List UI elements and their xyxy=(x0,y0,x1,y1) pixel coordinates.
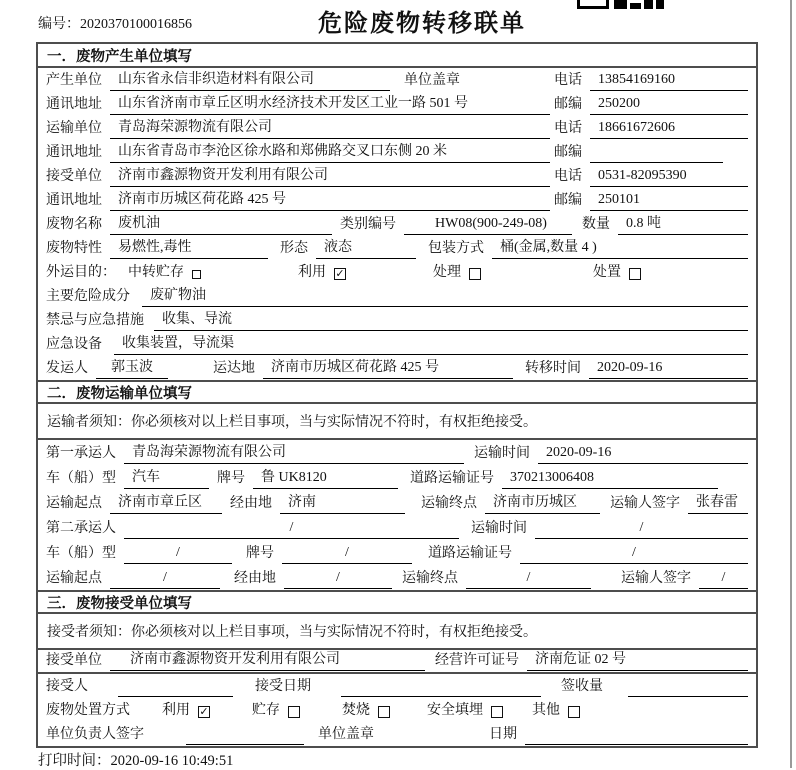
field-row-purpose xyxy=(38,260,756,284)
vehicle2-value: / xyxy=(124,545,232,564)
section3-notice: 接受者须知：你必须核对以上栏目事项，当与实际情况不符时，有权拒绝接受。 xyxy=(38,614,756,650)
field-row-vehicle2 xyxy=(38,540,756,565)
document-header xyxy=(0,0,796,42)
taboo-label: 禁忌与应急措施 xyxy=(46,313,144,328)
receiver-label: 接受人 xyxy=(46,679,88,694)
via-label: 经由地 xyxy=(230,496,272,511)
packing-value: 桶(金属,数量 4 ) xyxy=(492,236,748,259)
checkbox-treat xyxy=(469,268,481,280)
dest1-value: 济南市历城区 xyxy=(485,491,600,514)
sign2-value: / xyxy=(699,570,748,589)
produce-address-value: 山东省济南市章丘区明水经济技术开发区工业一路 501 号 xyxy=(110,92,550,115)
field-row-equipment xyxy=(38,332,756,356)
field-row-receiver xyxy=(38,674,756,698)
produce-zip-value: 250200 xyxy=(590,96,748,115)
transport-phone-value: 18661672606 xyxy=(590,120,748,139)
field-row-consignor xyxy=(38,356,756,380)
section2-notice: 运输者须知：你必须核对以上栏目事项，当与实际情况不符时，有权拒绝接受。 xyxy=(38,404,756,440)
transport-address-value: 山东省青岛市李沧区徐水路和郑佛路交叉口东侧 20 米 xyxy=(110,140,550,163)
origin2-value: / xyxy=(110,570,220,589)
category-value: HW08(900-249-08) xyxy=(404,216,572,235)
field-row-produce-address xyxy=(38,92,756,116)
date-label: 日期 xyxy=(489,727,517,742)
field-row-carrier1 xyxy=(38,440,756,465)
purpose-option-label: 处置 xyxy=(593,265,621,280)
via-label: 经由地 xyxy=(234,571,276,586)
disposal-option-label: 其他 xyxy=(532,703,560,718)
hazard-label: 主要危险成分 xyxy=(46,289,130,304)
qr-code-icon xyxy=(577,0,667,10)
checkbox-utilize xyxy=(334,268,346,280)
form-label: 形态 xyxy=(280,241,308,256)
field-row-waste-character xyxy=(38,236,756,260)
page-edge-divider xyxy=(790,0,792,768)
waste-name-label: 废物名称 xyxy=(46,217,102,232)
equipment-label: 应急设备 xyxy=(46,337,102,352)
transport-time2-value: / xyxy=(535,520,748,539)
field-row-receive-address xyxy=(38,188,756,212)
packing-label: 包装方式 xyxy=(428,241,484,256)
checkbox-mark: ✓ xyxy=(199,705,209,718)
dest-label: 运输终点 xyxy=(402,571,458,586)
field-row-transport-address xyxy=(38,140,756,164)
checkbox-utilize xyxy=(198,706,210,718)
origin1-value: 济南市章丘区 xyxy=(110,491,222,514)
via1-value: 济南 xyxy=(280,491,405,514)
date2-value xyxy=(525,742,748,745)
license-value: 济南危证 02 号 xyxy=(527,648,748,671)
form-value: 液态 xyxy=(316,236,416,259)
print-time-line xyxy=(38,749,233,770)
field-row-route2 xyxy=(38,565,756,590)
equipment-value: 收集装置，导流渠 xyxy=(114,332,748,355)
checkbox-other xyxy=(568,706,580,718)
character-label: 废物特性 xyxy=(46,241,102,256)
zip-label: 邮编 xyxy=(554,97,582,112)
phone-label: 电话 xyxy=(554,169,582,184)
plate2-value: / xyxy=(282,545,412,564)
receive-address-value: 济南市历城区荷花路 425 号 xyxy=(110,188,550,211)
purpose-label: 外运目的： xyxy=(46,265,116,280)
checkbox-landfill xyxy=(491,706,503,718)
purpose-option-label: 利用 xyxy=(298,265,326,280)
unit-seal-label: 单位盖章 xyxy=(404,73,460,88)
sign-label: 运输人签字 xyxy=(621,571,691,586)
receive-date-value xyxy=(341,694,541,697)
checkbox-dispose xyxy=(629,268,641,280)
amount-label: 签收量 xyxy=(561,679,603,694)
qty-label: 数量 xyxy=(582,217,610,232)
zip-label: 邮编 xyxy=(554,145,582,160)
character-value: 易燃性,毒性 xyxy=(110,236,268,259)
qty-value: 0.8 吨 xyxy=(618,212,748,235)
transfer-time-value: 2020-09-16 xyxy=(589,360,748,379)
produce-unit-label: 产生单位 xyxy=(46,73,102,88)
disposal-option-label: 安全填埋 xyxy=(427,703,483,718)
field-row-receive-unit-confirm xyxy=(38,650,756,674)
produce-unit-value: 山东省永信非织造材料有限公司 xyxy=(110,68,390,91)
consignor-label: 发运人 xyxy=(46,361,88,376)
disposal-option-label: 利用 xyxy=(162,703,190,718)
receive-unit-label: 接受单位 xyxy=(46,169,102,184)
purpose-option-label: 中转贮存 xyxy=(128,265,184,280)
field-row-main-hazard xyxy=(38,284,756,308)
plate1-value: 鲁 UK8120 xyxy=(253,466,398,489)
permit-label: 道路运输证号 xyxy=(410,471,494,486)
phone-label: 电话 xyxy=(554,121,582,136)
checkbox-mark: ✓ xyxy=(335,267,345,280)
field-row-transport-unit xyxy=(38,116,756,140)
permit-label: 道路运输证号 xyxy=(428,546,512,561)
waste-name-value: 废机油 xyxy=(110,212,332,235)
transfer-time-label: 转移时间 xyxy=(525,361,581,376)
dest2-value: / xyxy=(466,570,591,589)
carrier1-label: 第一承运人 xyxy=(46,446,116,461)
field-row-principal xyxy=(38,722,756,746)
carrier1-value: 青岛海荣源物流有限公司 xyxy=(124,441,464,464)
transport-time-label: 运输时间 xyxy=(474,446,530,461)
checkbox-transfer-storage xyxy=(192,270,201,279)
sign1-value: 张春雷 xyxy=(688,491,748,514)
receive-unit-label: 接受单位 xyxy=(46,653,102,668)
vehicle-label: 车（船）型 xyxy=(46,546,116,561)
receiver-value xyxy=(118,694,233,697)
disposal-label: 废物处置方式 xyxy=(46,703,130,718)
plate-label: 牌号 xyxy=(246,546,274,561)
serial-label: 编号： xyxy=(38,17,80,32)
field-row-vehicle1 xyxy=(38,465,756,490)
section2-header: 二．废物运输单位填写 xyxy=(38,380,756,404)
produce-phone-value: 13854169160 xyxy=(590,72,748,91)
transport-time1-value: 2020-09-16 xyxy=(538,445,748,464)
permit2-value: / xyxy=(520,545,748,564)
receive-unit-value: 济南市鑫源物资开发利用有限公司 xyxy=(110,164,550,187)
transport-zip-value xyxy=(590,160,723,163)
transport-unit-label: 运输单位 xyxy=(46,121,102,136)
address-label: 通讯地址 xyxy=(46,145,102,160)
print-time-value: 2020-09-16 10:49:51 xyxy=(110,753,234,769)
field-row-carrier2 xyxy=(38,515,756,540)
vehicle-label: 车（船）型 xyxy=(46,471,116,486)
field-row-produce-unit xyxy=(38,68,756,92)
address-label: 通讯地址 xyxy=(46,193,102,208)
field-row-route1 xyxy=(38,490,756,515)
field-row-taboo xyxy=(38,308,756,332)
receive-zip-value: 250101 xyxy=(590,192,748,211)
destination-value: 济南市历城区荷花路 425 号 xyxy=(263,356,513,379)
field-row-waste-name xyxy=(38,212,756,236)
zip-label: 邮编 xyxy=(554,193,582,208)
principal-value xyxy=(186,742,304,745)
plate-label: 牌号 xyxy=(217,471,245,486)
purpose-option-label: 处理 xyxy=(433,265,461,280)
phone-label: 电话 xyxy=(554,73,582,88)
receive-date-label: 接受日期 xyxy=(255,679,311,694)
carrier2-label: 第二承运人 xyxy=(46,521,116,536)
checkbox-storage xyxy=(288,706,300,718)
principal-label: 单位负责人签字 xyxy=(46,727,144,742)
dest-label: 运输终点 xyxy=(421,496,477,511)
origin-label: 运输起点 xyxy=(46,496,102,511)
transport-time-label: 运输时间 xyxy=(471,521,527,536)
consignor-value: 郭玉波 xyxy=(96,356,168,379)
address-label: 通讯地址 xyxy=(46,97,102,112)
receive-phone-value: 0531-82095390 xyxy=(590,168,748,187)
hazard-value: 废矿物油 xyxy=(142,284,748,307)
carrier2-value: / xyxy=(124,520,459,539)
sign-label: 运输人签字 xyxy=(610,496,680,511)
amount-value xyxy=(628,694,748,697)
origin-label: 运输起点 xyxy=(46,571,102,586)
unit-seal-label: 单位盖章 xyxy=(318,727,374,742)
license-label: 经营许可证号 xyxy=(435,653,519,668)
serial-number-line xyxy=(38,13,192,33)
transport-unit-value: 青岛海荣源物流有限公司 xyxy=(110,116,550,139)
field-row-disposal xyxy=(38,698,756,722)
form-title: 危险废物转移联单 xyxy=(318,10,526,37)
category-label: 类别编号 xyxy=(340,217,396,232)
section3-header: 三．废物接受单位填写 xyxy=(38,590,756,614)
permit1-value: 370213006408 xyxy=(502,470,718,489)
disposal-option-label: 焚烧 xyxy=(342,703,370,718)
field-row-receive-unit xyxy=(38,164,756,188)
section1-header: 一．废物产生单位填写 xyxy=(38,44,756,68)
serial-value: 2020370100016856 xyxy=(80,17,192,32)
via2-value: / xyxy=(284,570,392,589)
destination-label: 运达地 xyxy=(213,361,255,376)
print-time-label: 打印时间： xyxy=(38,753,111,769)
vehicle1-value: 汽车 xyxy=(124,466,209,489)
taboo-value: 收集、导流 xyxy=(154,308,748,331)
disposal-option-label: 贮存 xyxy=(252,703,280,718)
checkbox-incinerate xyxy=(378,706,390,718)
receive-unit-confirm-value: 济南市鑫源物资开发利用有限公司 xyxy=(110,648,425,671)
manifest-form xyxy=(36,42,758,748)
